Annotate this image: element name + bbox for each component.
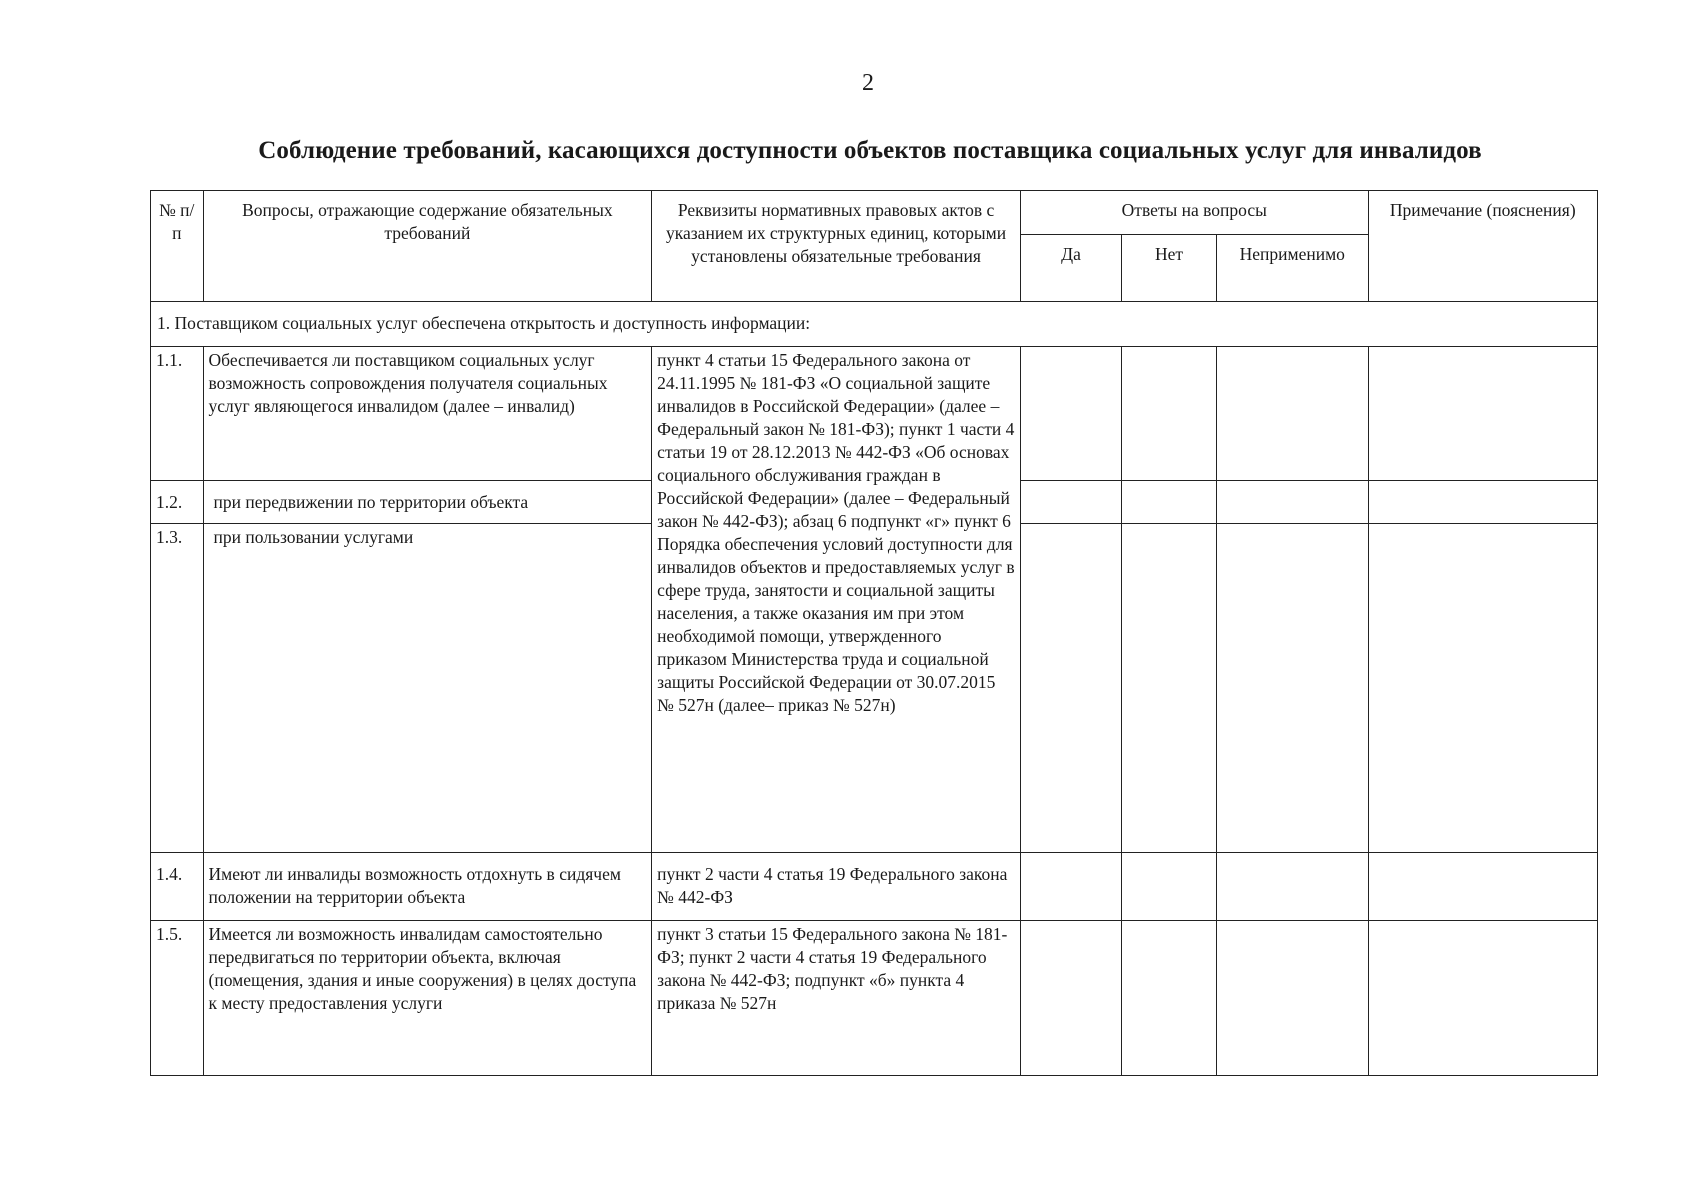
header-reference: Реквизиты нормативных правовых актов с указанием их структурных единиц, которыми установлены обязательные требования bbox=[652, 191, 1021, 302]
answer-yes-cell[interactable] bbox=[1020, 853, 1121, 921]
header-na: Неприменимо bbox=[1217, 235, 1369, 302]
row-question: при пользовании услугами bbox=[203, 524, 652, 853]
answer-no-cell[interactable] bbox=[1122, 347, 1217, 481]
section-title: 1. Поставщиком социальных услуг обеспечена открытость и доступность информации: bbox=[151, 302, 1598, 347]
table-row bbox=[151, 347, 1598, 481]
header-row bbox=[151, 191, 1598, 235]
answer-na-cell[interactable] bbox=[1217, 481, 1369, 524]
header-yes: Да bbox=[1020, 235, 1121, 302]
answer-no-cell[interactable] bbox=[1122, 481, 1217, 524]
row-reference: пункт 3 статьи 15 Федерального закона № 181-ФЗ; пункт 2 части 4 статья 19 Федерального закона № 442-ФЗ; подпункт «б» пункта 4 приказа № 527н bbox=[652, 921, 1021, 1076]
header-question: Вопросы, отражающие содержание обязательных требований bbox=[203, 191, 652, 302]
header-answers: Ответы на вопросы bbox=[1020, 191, 1368, 235]
answer-no-cell[interactable] bbox=[1122, 853, 1217, 921]
row-num: 1.1. bbox=[151, 347, 204, 481]
document-title: Соблюдение требований, касающихся доступности объектов поставщика социальных услуг для инвалидов bbox=[258, 137, 1482, 164]
note-cell[interactable] bbox=[1368, 921, 1597, 1076]
requirements-table bbox=[150, 190, 1598, 1076]
answer-yes-cell[interactable] bbox=[1020, 921, 1121, 1076]
header-num: № п/п bbox=[151, 191, 204, 302]
row-question: Имеют ли инвалиды возможность отдохнуть в сидячем положении на территории объекта bbox=[203, 853, 652, 921]
answer-na-cell[interactable] bbox=[1217, 853, 1369, 921]
row-question: при передвижении по территории объекта bbox=[203, 481, 652, 524]
table-row bbox=[151, 921, 1598, 1076]
answer-no-cell[interactable] bbox=[1122, 921, 1217, 1076]
row-num: 1.2. bbox=[151, 481, 204, 524]
note-cell[interactable] bbox=[1368, 347, 1597, 481]
answer-yes-cell[interactable] bbox=[1020, 481, 1121, 524]
header-note: Примечание (пояснения) bbox=[1368, 191, 1597, 302]
merged-reference: пункт 4 статьи 15 Федерального закона от 24.11.1995 № 181-ФЗ «О социальной защите инвалидов в Российской Федерации» (далее – Федеральный закон № 181-ФЗ); пункт 1 части 4 статьи 19 от 28.12.2013 № 442-ФЗ «Об основах социального обслуживания граждан в Российской Федерации» (далее – Федеральный закон № 442-ФЗ); абзац 6 подпункт «г» пункт 6 Порядка обеспечения условий доступности для инвалидов объектов и предоставляемых услуг в сфере труда, занятости и социальной защиты населения, а также оказания им при этом необходимой помощи, утвержденного приказом Министерства труда и социальной защиты Российской Федерации от 30.07.2015 № 527н (далее– приказ № 527н) bbox=[652, 347, 1021, 853]
row-question: Обеспечивается ли поставщиком социальных услуг возможность сопровождения получателя социальных услуг являющегося инвалидом (далее – инвалид) bbox=[203, 347, 652, 481]
row-question: Имеется ли возможность инвалидам самостоятельно передвигаться по территории объекта, включая (помещения, здания и иные сооружения) в целях доступа к месту предоставления услуги bbox=[203, 921, 652, 1076]
page-number: 2 bbox=[862, 70, 874, 96]
answer-yes-cell[interactable] bbox=[1020, 524, 1121, 853]
table-row bbox=[151, 853, 1598, 921]
section-row bbox=[151, 302, 1598, 347]
header-no: Нет bbox=[1122, 235, 1217, 302]
answer-na-cell[interactable] bbox=[1217, 347, 1369, 481]
row-num: 1.4. bbox=[151, 853, 204, 921]
answer-na-cell[interactable] bbox=[1217, 524, 1369, 853]
row-num: 1.5. bbox=[151, 921, 204, 1076]
note-cell[interactable] bbox=[1368, 853, 1597, 921]
row-num: 1.3. bbox=[151, 524, 204, 853]
answer-no-cell[interactable] bbox=[1122, 524, 1217, 853]
note-cell[interactable] bbox=[1368, 524, 1597, 853]
answer-yes-cell[interactable] bbox=[1020, 347, 1121, 481]
answer-na-cell[interactable] bbox=[1217, 921, 1369, 1076]
row-reference: пункт 2 части 4 статья 19 Федерального закона № 442-ФЗ bbox=[652, 853, 1021, 921]
note-cell[interactable] bbox=[1368, 481, 1597, 524]
